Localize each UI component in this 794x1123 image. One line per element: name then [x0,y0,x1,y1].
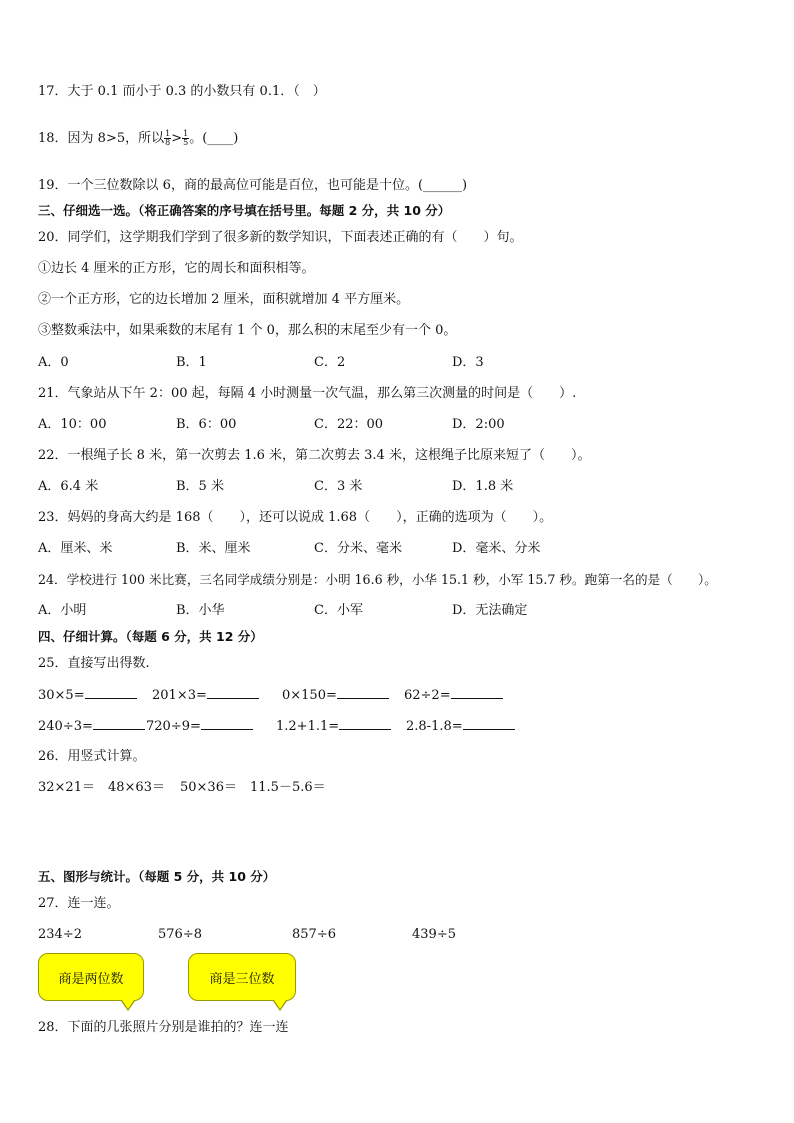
section-5-heading: 五、图形与统计。（每题 5 分，共 10 分） [38,869,276,884]
question-18 [38,130,238,148]
q26-item: 11.5－5.6＝ [250,780,326,795]
q25-expression: 0×150= [282,688,337,703]
callout-label: 商是两位数 [58,971,124,987]
q24-option-b: B．小华 [176,603,225,618]
q26-item: 32×21＝ [38,780,95,795]
q25-item [404,686,503,705]
q26-item: 50×36＝ [180,780,237,795]
fraction-1-denominator: 8 [165,138,171,147]
answer-blank[interactable] [451,686,503,699]
answer-blank[interactable] [207,686,259,699]
q22-option-a: A．6.4 米 [38,479,99,494]
q20-option-d: D．3 [452,355,484,370]
q20-option-b: B．1 [176,355,207,370]
question-26-stem: 26．用竖式计算。 [38,749,146,764]
q25-item [38,686,137,705]
question-18-prefix: 18．因为 8>5，所以 [38,131,165,146]
q25-item [38,717,145,736]
question-17: 17．大于 0.1 而小于 0.3 的小数只有 0.1．（ ） [38,84,326,99]
question-18-suffix: 。(____) [189,131,239,146]
question-20-statement-3: ③整数乘法中，如果乘数的末尾有 1 个 0，那么积的末尾至少有一个 0。 [38,323,457,338]
callout-three-digit-quotient[interactable] [188,953,296,1001]
answer-blank[interactable] [201,717,253,730]
q25-expression: 720÷9= [146,719,201,734]
answer-blank[interactable] [337,686,389,699]
fraction-2-numerator: 1 [183,129,189,138]
answer-blank[interactable] [93,717,145,730]
q25-item [406,717,515,736]
q24-option-a: A．小明 [38,603,87,618]
answer-blank[interactable] [85,686,137,699]
question-21-stem: 21．气象站从下午 2：00 起，每隔 4 小时测量一次气温，那么第三次测量的时间是（ ）. [38,386,577,401]
q20-option-a: A．0 [38,355,69,370]
q21-option-c: C．22：00 [314,417,384,432]
answer-blank[interactable] [339,717,391,730]
question-28: 28．下面的几张照片分别是谁拍的？连一连 [38,1020,289,1035]
q25-expression: 2.8-1.8= [406,719,463,734]
question-20-statement-1: ①边长 4 厘米的正方形，它的周长和面积相等。 [38,261,315,276]
question-24-stem: 24．学校进行 100 米比赛，三名同学成绩分别是：小明 16.6 秒，小华 15.1 秒，小军 15.7 秒。跑第一名的是（ ）。 [38,572,717,587]
section-4-heading: 四、仔细计算。（每题 6 分，共 12 分） [38,629,263,644]
q23-option-b: B．米、厘米 [176,541,251,556]
q24-option-d: D．无法确定 [452,603,528,618]
question-27-stem: 27．连一连。 [38,896,120,911]
q23-option-d: D．毫米、分米 [452,541,541,556]
q22-option-d: D．1.8 米 [452,479,514,494]
q20-option-c: C．2 [314,355,346,370]
q25-item [146,717,253,736]
q25-expression: 1.2+1.1= [276,719,340,734]
q25-item [282,686,389,705]
callout-label: 商是三位数 [209,971,275,987]
q25-expression: 240÷3= [38,719,93,734]
greater-than-sign: > [171,131,183,146]
question-20-statement-2: ②一个正方形，它的边长增加 2 厘米，面积就增加 4 平方厘米。 [38,292,410,307]
section-3-heading: 三、仔细选一选。（将正确答案的序号填在括号里。每题 2 分，共 10 分） [38,203,451,218]
q21-option-a: A．10：00 [38,417,107,432]
q21-option-d: D．2:00 [452,417,505,432]
q27-item: 439÷5 [412,927,456,942]
q22-option-b: B．5 米 [176,479,224,494]
q25-item [152,686,259,705]
fraction-1-numerator: 1 [165,129,171,138]
q27-item: 234÷2 [38,927,82,942]
callout-two-digit-quotient[interactable] [38,953,144,1001]
question-25-stem: 25．直接写出得数. [38,656,150,671]
callout-tail [122,1000,134,1009]
q27-item: 857÷6 [292,927,336,942]
fraction-2-denominator: 5 [183,138,189,147]
q25-expression: 201×3= [152,688,207,703]
q22-option-c: C．3 米 [314,479,363,494]
q25-expression: 30×5= [38,688,85,703]
question-20-stem: 20．同学们，这学期我们学到了很多新的数学知识，下面表述正确的有（ ）句。 [38,230,523,245]
q23-option-a: A．厘米、米 [38,541,113,556]
q24-option-c: C．小军 [314,603,363,618]
q21-option-b: B．6：00 [176,417,237,432]
q26-item: 48×63＝ [108,780,165,795]
q27-item: 576÷8 [158,927,202,942]
answer-blank[interactable] [463,717,515,730]
q25-item [276,717,391,736]
q23-option-c: C．分米、毫米 [314,541,402,556]
question-22-stem: 22．一根绳子长 8 米，第一次剪去 1.6 米，第二次剪去 3.4 米，这根绳子比原来短了（ ）。 [38,448,591,463]
question-19: 19．一个三位数除以 6，商的最高位可能是百位，也可能是十位。(______) [38,178,468,193]
question-23-stem: 23．妈妈的身高大约是 168（ ），还可以说成 1.68（ ），正确的选项为（ ）。 [38,510,553,525]
callout-tail [274,1000,286,1009]
q25-expression: 62÷2= [404,688,451,703]
